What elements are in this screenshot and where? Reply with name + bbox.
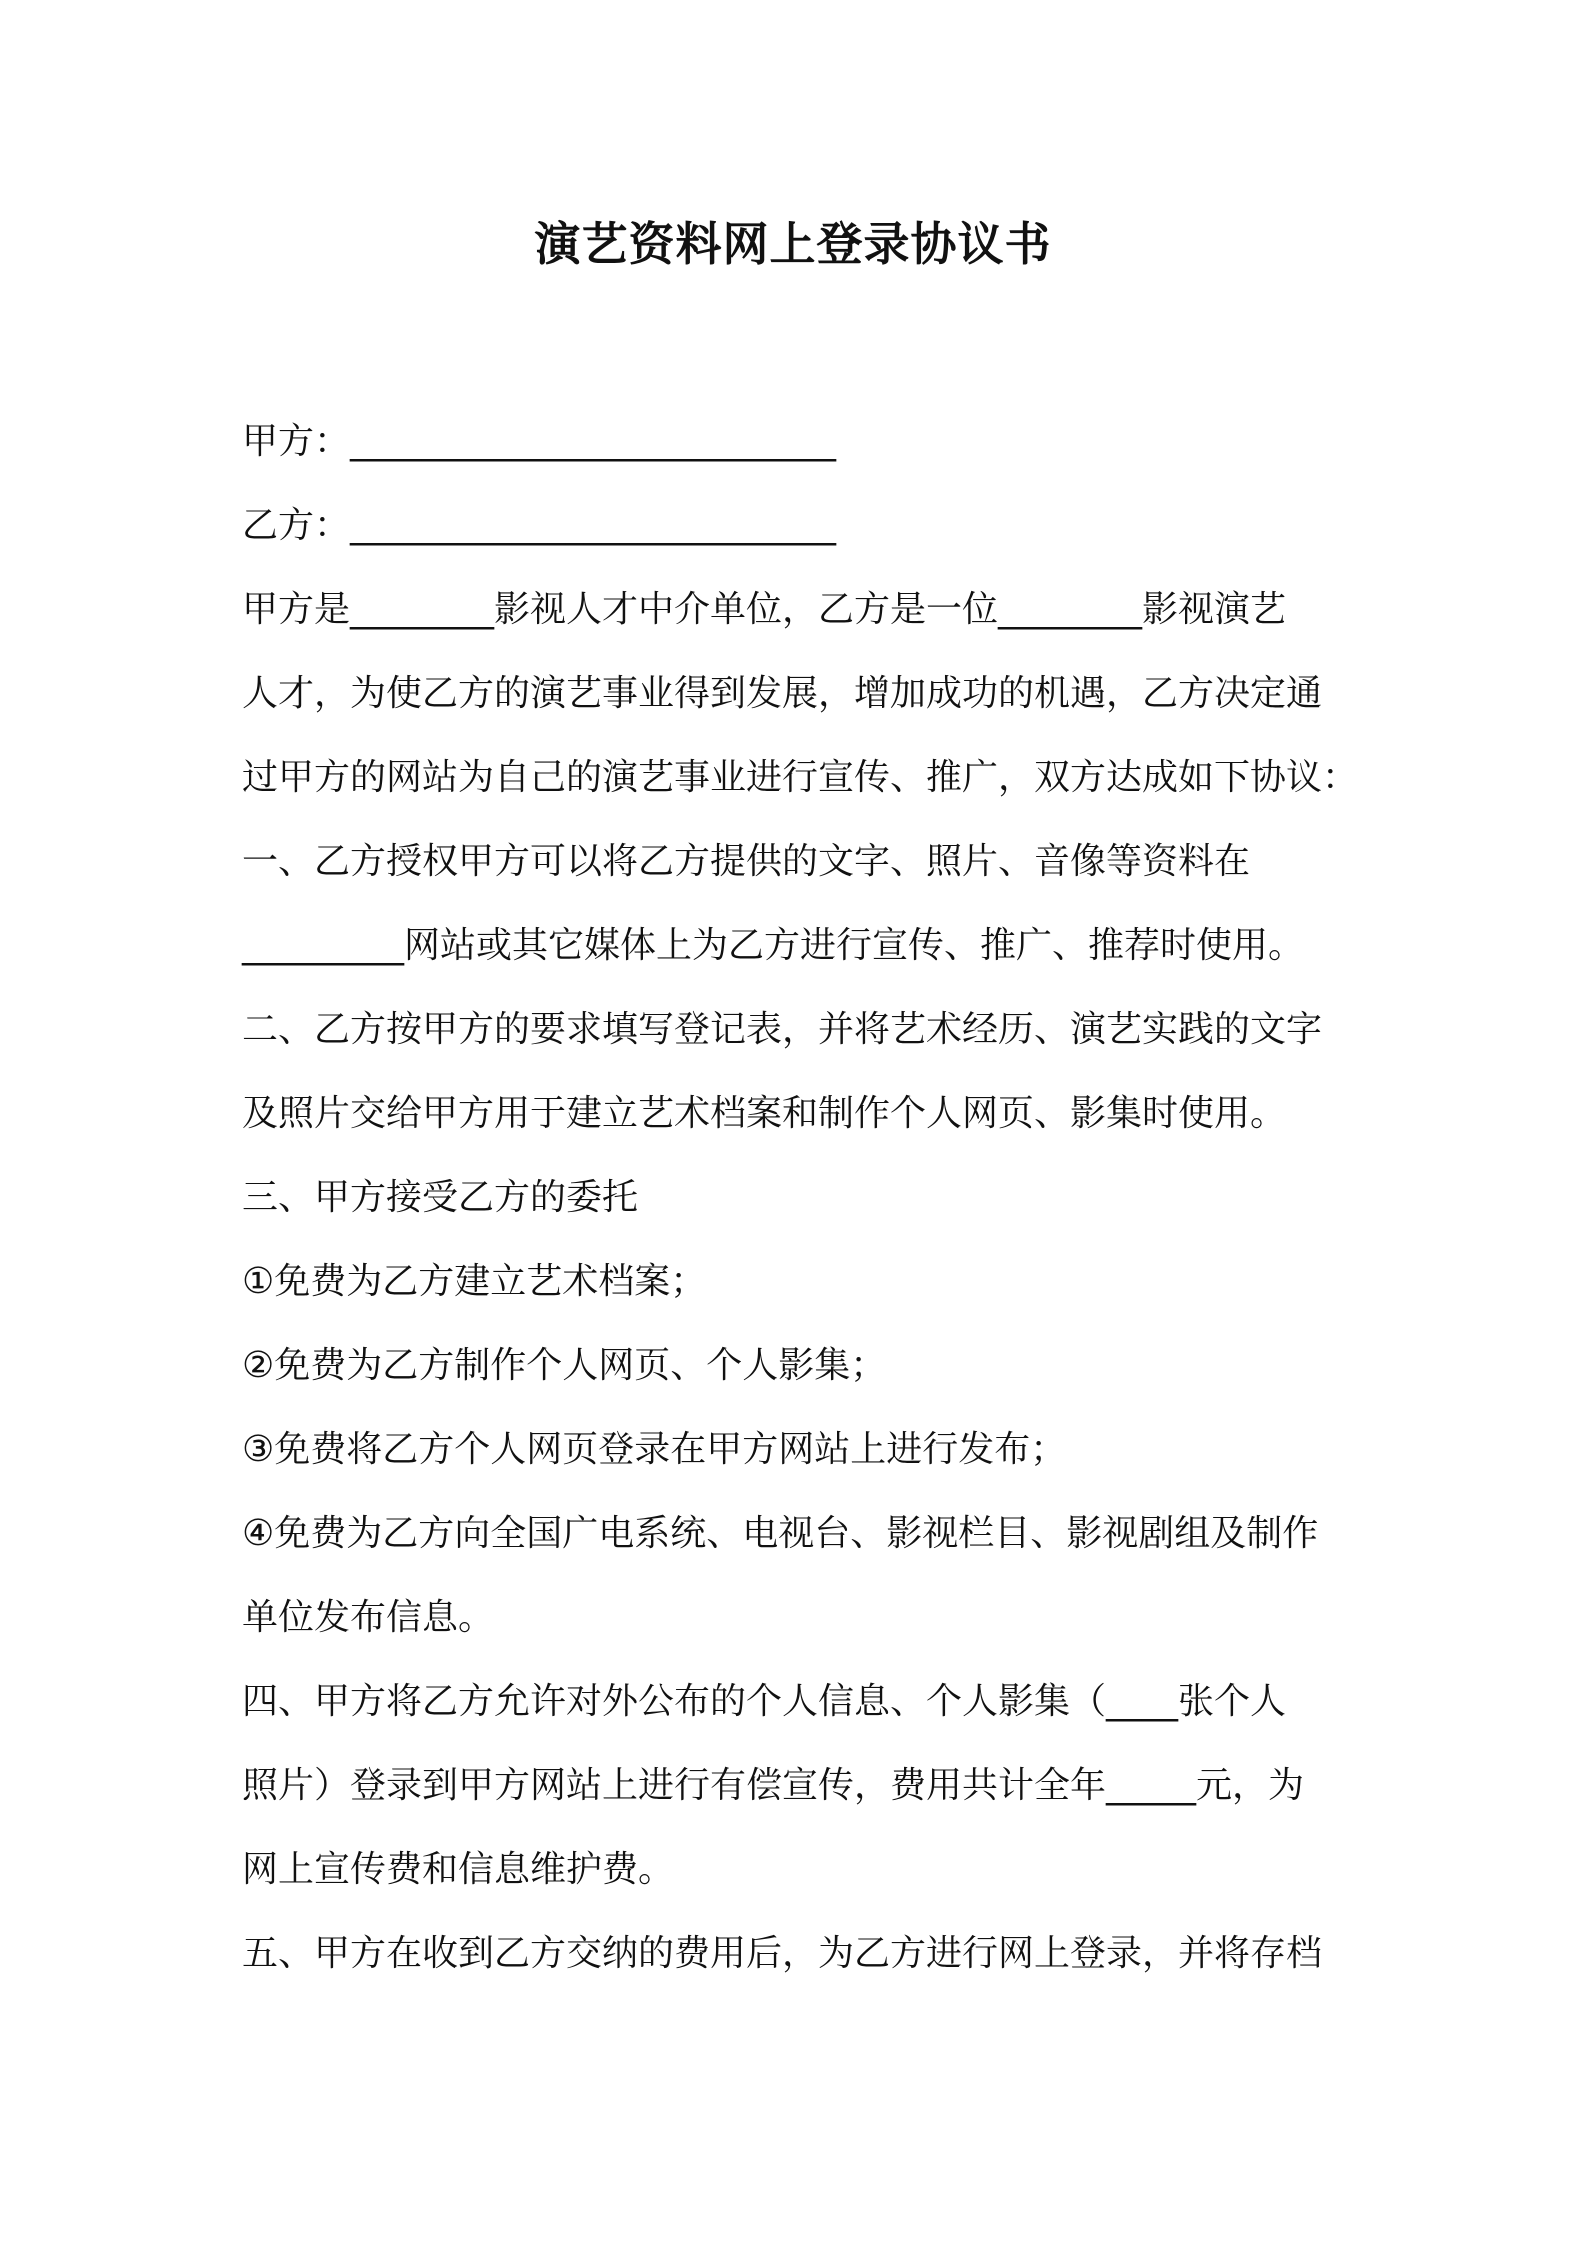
clause-2-line: 二、乙方按甲方的要求填写登记表，并将艺术经历、演艺实践的文字 [242,1009,1323,1050]
clause-4-line: 照片）登录到甲方网站上进行有偿宣传，费用共计全年_____元，为 [242,1765,1305,1806]
clause-3-item: ①免费为乙方建立艺术档案； [242,1261,707,1302]
clause-4-line: 四、甲方将乙方允许对外公布的个人信息、个人影集（____张个人 [242,1681,1287,1722]
paragraph-line: 过甲方的网站为自己的演艺事业进行宣传、推广，双方达成如下协议： [242,757,1359,798]
clause-3-item: ③免费将乙方个人网页登录在甲方网站上进行发布； [242,1429,1067,1470]
paragraph-line: 甲方是________影视人才中介单位，乙方是一位________影视演艺 [242,589,1287,630]
clause-4-line: 网上宣传费和信息维护费。 [242,1849,675,1890]
clause-3-item: ②免费为乙方制作个人网页、个人影集； [242,1345,887,1386]
clause-1-line: _________网站或其它媒体上为乙方进行宣传、推广、推荐时使用。 [242,925,1305,966]
document-body [242,400,1362,1996]
clause-3-item: 单位发布信息。 [242,1597,495,1638]
clause-5-line: 五、甲方在收到乙方交纳的费用后，为乙方进行网上登录，并将存档 [242,1933,1323,1974]
clause-1-line: 一、乙方授权甲方可以将乙方提供的文字、照片、音像等资料在 [242,841,1251,882]
party-a-line: 甲方：___________________________ [242,421,837,462]
paragraph-line: 人才，为使乙方的演艺事业得到发展，增加成功的机遇，乙方决定通 [242,673,1323,714]
clause-2-line: 及照片交给甲方用于建立艺术档案和制作个人网页、影集时使用。 [242,1093,1287,1134]
party-b-line: 乙方：___________________________ [242,505,837,546]
document-title: 演艺资料网上登录协议书 [534,217,1052,271]
clause-3-item: ④免费为乙方向全国广电系统、电视台、影视栏目、影视剧组及制作 [242,1513,1319,1554]
clause-3-heading: 三、甲方接受乙方的委托 [242,1177,639,1218]
